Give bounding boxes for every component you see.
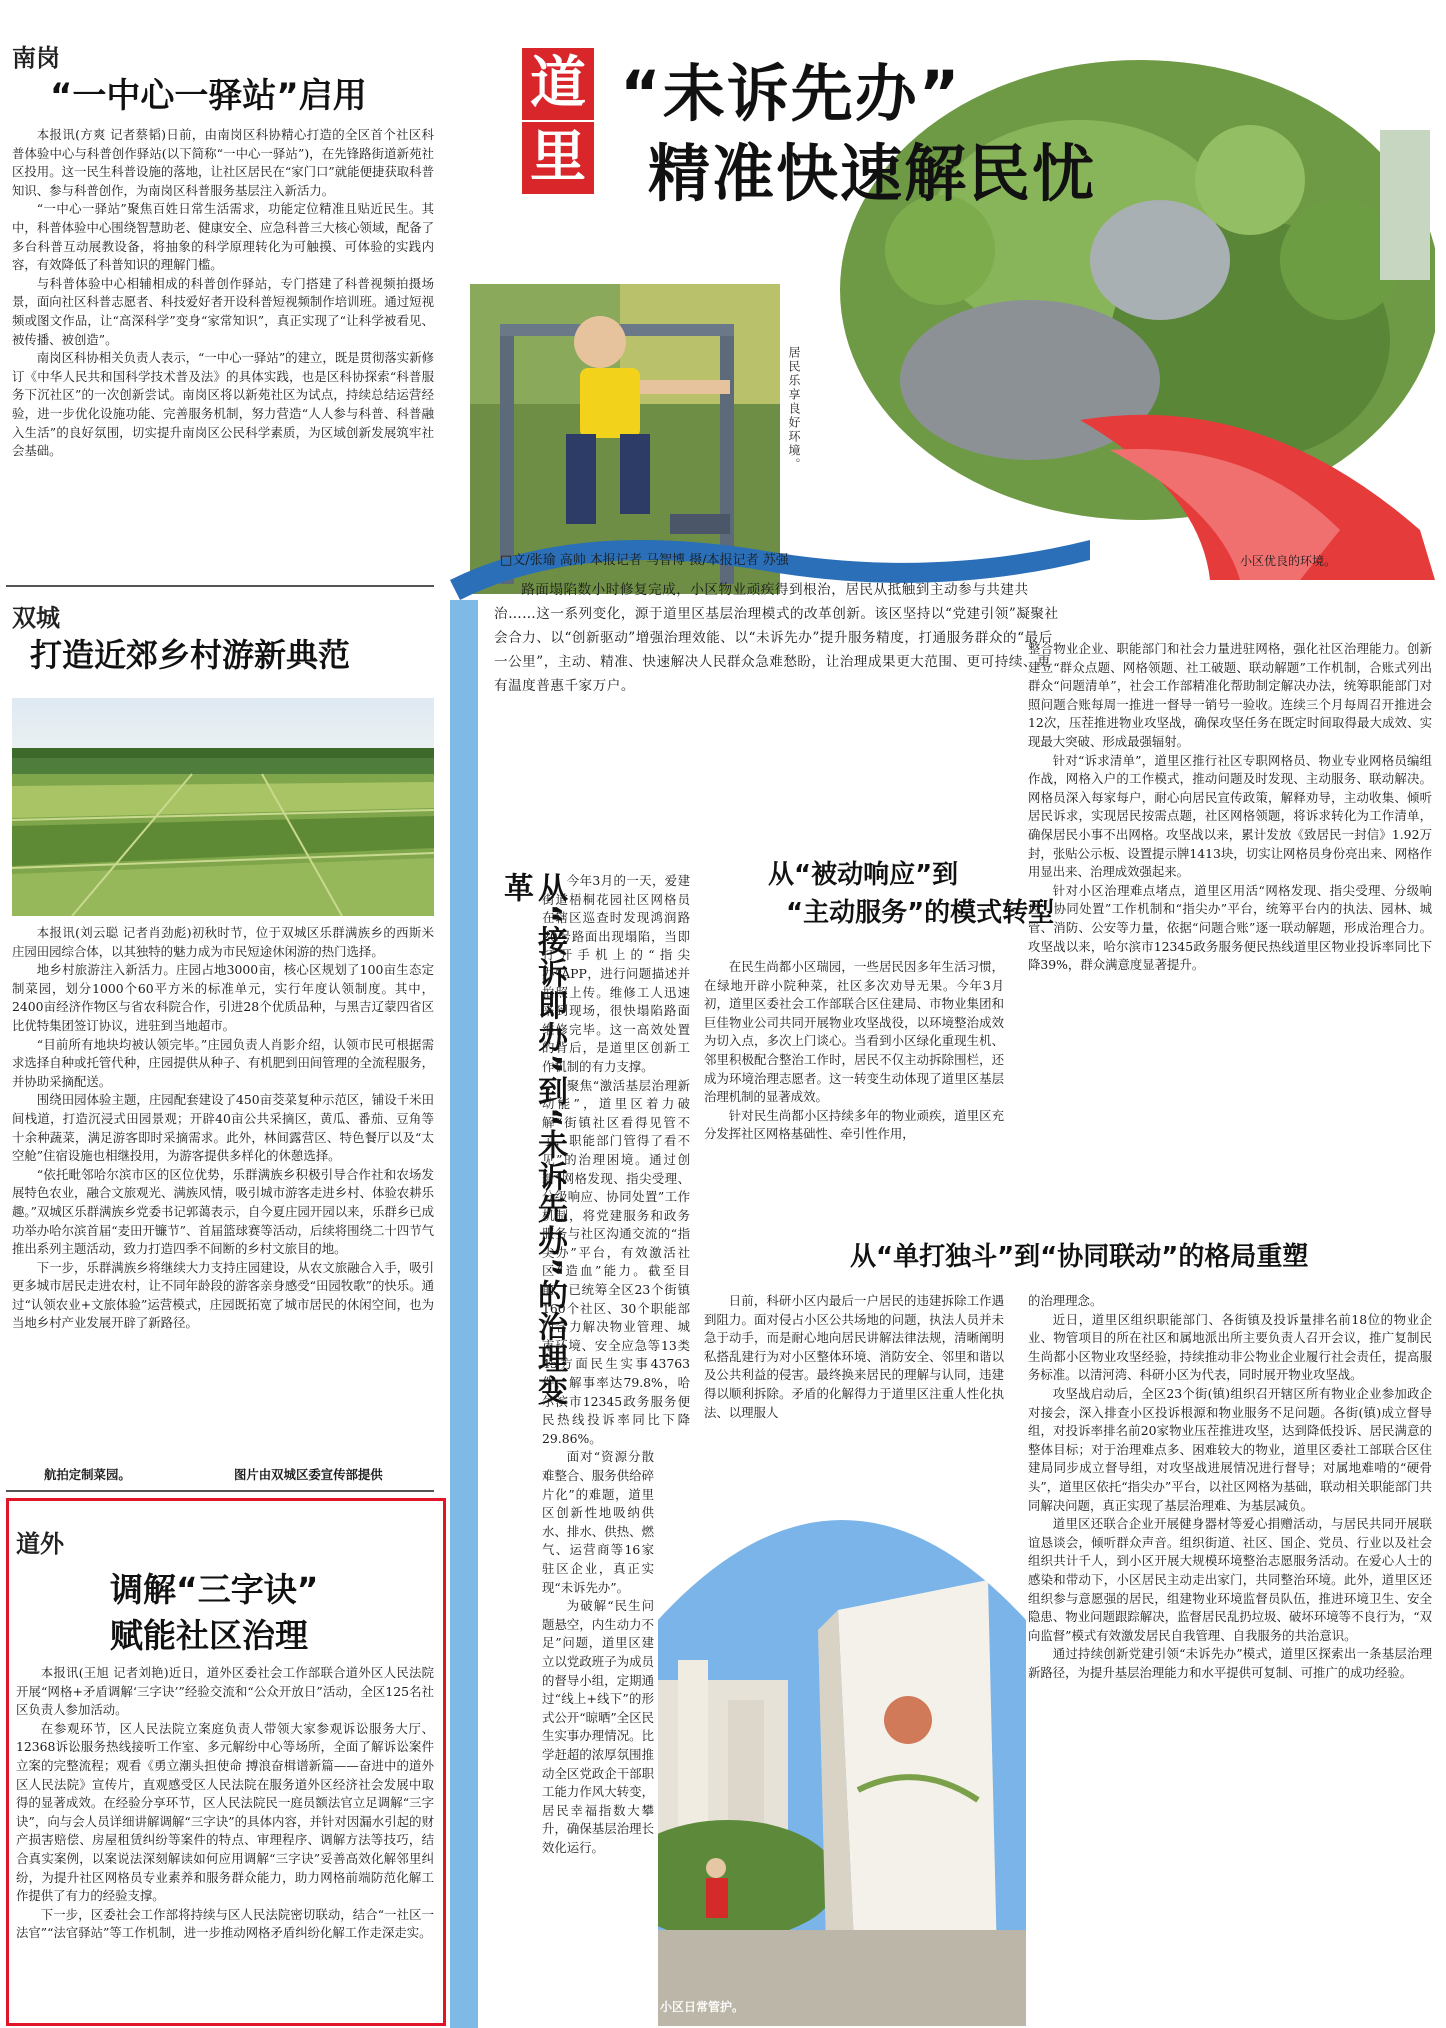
photo-caption: 小区优良的环境。 xyxy=(1240,554,1337,568)
headline-nangang: “一中心一驿站”启用 xyxy=(50,76,367,116)
region-label-daowai: 道外 xyxy=(16,1530,64,1558)
paragraph: 围绕田园体验主题，庄园配套建设了450亩茭菜复种示范区，铺设千米田间栈道，打造沉浸式田园景观；开辟40亩公共采摘区，黄瓜、番茄、豆角等十余种蔬菜，满足游客即时采摘需求。此外，林间露营区、特色餐厅以及“太空舱”住宿设施也相继投用，为游客提供多样化的休憩选择。 xyxy=(12,1092,434,1164)
paragraph: 面对“资源分散难整合、服务供给碎片化”的难题，道里区创新性地吸纳供水、排水、供热、燃气、运营商等16家驻区企业，真正实现“未诉先办”。 xyxy=(542,1449,654,1595)
daily-maintenance-photo xyxy=(658,1460,1026,2026)
paragraph: 近日，道里区组织职能部门、各街镇及投诉量排名前18位的物业企业、物管项目的所在社区和属地派出所主要负责人召开会议，推广复制民生尚都小区物业攻坚经验，持续推动非公物业企业履行社会责任，提高服务标准。以清河湾、科研小区为代表，同时展开物业攻坚战。 xyxy=(1028,1311,1432,1383)
subheadline-1-line2: “主动服务”的模式转型 xyxy=(786,898,1055,928)
column-b-bottom xyxy=(704,1292,1004,1422)
vertical-headline: 从“接诉即办”到“未诉先办”的治理变革 xyxy=(498,872,567,1407)
subheadline-2: 从“单打独斗”到“协同联动”的格局重塑 xyxy=(850,1242,1309,1272)
divider xyxy=(6,1490,434,1492)
lead-paragraph: 路面塌陷数小时修复完成，小区物业顽疾得到根治，居民从抵触到主动参与共建共治……这一系列变化，源于道里区基层治理模式的改革创新。该区坚持以“党建引领”凝聚社会合力、以“创新驱动”增强治理效能、以“未诉先办”提升服务精度，打通服务群众的“最后一公里”，主动、精准、快速解决人民群众急难愁盼，让治理成果更大范围、更可持续、更有温度普惠千家万户。 xyxy=(494,582,1059,694)
headline-daowai-line2: 赋能社区治理 xyxy=(110,1616,308,1655)
left-news-column xyxy=(6,0,434,2028)
article-daowai xyxy=(16,1664,434,2022)
paragraph: “目前所有地块均被认领完毕。”庄园负责人肖影介绍，认领市民可根据需求选择自种或托管代种，庄园提供从种子、有机肥到田间管理的全流程服务，并协助采摘配送。 xyxy=(12,1036,434,1089)
paragraph: 整合物业企业、职能部门和社会力量进驻网格，强化社区治理能力。创新建立“群众点题、网格领题、社工破题、联动解题”工作机制，合账式列出群众“问题清单”，社会工作部精准化帮助制定解决办法，统筹职能部门对照问题合账每周一推进一督导一销号一验收。连续三个月每周召开推进会12次，压茬推进物业攻坚战，确保攻坚任务在既定时间取得最大成效、实现最大突破、形成最强辐射。 xyxy=(1028,641,1432,749)
paragraph: “一中心一驿站”聚焦百姓日常生活需求，功能定位精准且贴近民生。其中，科普体验中心围绕智慧助老、健康安全、应急科普三大核心领域，配备了多台科普互动展教设备，将抽象的科学原理转化为可触摸、可体验的实践内容，有效降低了科普知识的理解门槛。 xyxy=(12,201,434,273)
feature-daoli xyxy=(450,0,1440,2028)
photo-caption: 居民乐享良好环境。 xyxy=(787,346,801,472)
paragraph: 攻坚战启动后，全区23个街(镇)组织召开辖区所有物业企业参加政企对接会，深入排查小区投诉根源和物业服务不足问题。各街(镇)成立督导组，对投诉率排名前20家物业压茬推进攻坚，达到降低投诉、居民满意的整体目标；对于治理难点多、困难较大的物业，道里区委社工部联合区住建局同步成立督导组，对攻坚战进展情况进行督导；对属地难啃的“硬骨头”，道里区依托“指尖办”平台，以社区网格为基础，联动相关职能部门共同解决问题，真正实现了基层治理难、为基层减负。 xyxy=(1028,1385,1432,1513)
paragraph: 日前，科研小区内最后一户居民的违建拆除工作遇到阻力。面对侵占小区公共场地的问题，执法人员并未急于动手，而是耐心地向居民讲解法律法规，清晰阐明私搭乱建行为对小区整体环境、消防安全、邻里和谐以及公共利益的侵害。最终换来居民的理解与认同，违建得以顺利拆除。矛盾的化解得力于道里区注重人性化执法、以理服人 xyxy=(704,1293,1004,1420)
paragraph: “依托毗邻哈尔滨市区的区位优势，乐群满族乡积极引导合作社和农场发展特色农业，融合文旅观光、满族风情，吸引城市游客走进乡村、体验农耕乐趣。”双城区乐群满族乡党委书记郭蔼表示，自今夏庄园开园以来，乐群乡已成功举办哈尔滨首届“麦田开镰节”、首届篮球赛等活动，后续将围绕二十四节气推出系列主题活动，致力打造四季不间断的乡村文旅目的地。 xyxy=(12,1166,434,1257)
paragraph: 本报讯(方爽 记者蔡韬)日前，由南岗区科协精心打造的全区首个社区科普体验中心与科普创作驿站(以下简称“一中心一驿站”)，在先锋路街道新苑社区投用。这一民生科普设施的落地，让社区居民在“家门口”就能便捷获取科普知识、参与科普创作，为南岗区科普服务基层注入新活力。 xyxy=(12,127,434,198)
paragraph: 通过持续创新党建引领“未诉先办”模式，道里区探索出一条基层治理新路径，为提升基层治理能力和水平提供可复制、可推广的成功经验。 xyxy=(1028,1646,1432,1680)
photo-credit: 图片由双城区委宣传部提供 xyxy=(234,1467,383,1482)
region-label-nangang: 南岗 xyxy=(12,44,60,72)
photo-caption: 航拍定制菜园。 xyxy=(44,1467,131,1482)
paragraph: 针对民生尚都小区持续多年的物业顽疾，道里区充分发挥社区网格基础性、牵引性作用， xyxy=(704,1107,1004,1142)
paragraph: 针对“诉求清单”，道里区推行社区专职网格员、物业专业网格员编组作战，网格入户的工作模式，推动问题及时发现、主动服务、联动解决。网格员深入每家每户，耐心向居民宣传政策，解释劝导，主动收集、倾听居民诉求，实现居民按需点题，社区网格领题，将诉求转化为工作清单，确保居民小事不出网格。攻坚战以来，累计发放《致居民一封信》1.92万封，张贴公示板、设置提示牌1413块，切实让网格员身份亮出来、网格作用显出来、治理成效强起来。 xyxy=(1028,752,1432,880)
feature-title-line2: 精准快速解民忧 xyxy=(648,137,1097,210)
paragraph: 下一步，区委社会工作部将持续与区人民法院密切联动，结合“一社区一法官”“法官驿站”等工作机制，进一步推动网格矛盾纠纷化解工作走深走实。 xyxy=(16,1906,434,1941)
paragraph: 聚焦“激活基层治理新动能”，道里区着力破解“街镇社区看得见管不了，职能部门管得了看不见”的治理困境。通过创新“网格发现、指尖受理、分级响应、协同处置”工作机制，将党建服务和政务服务与社区沟通交流的“指尖办”平台，有效激活社区“造血”能力。截至目前，已统筹全区23个街镇160个社区、30个职能部门合力解决物业管理、城市环境、安全应急等13类45方面民生实事43763件，解事率达79.8%，哈尔滨市12345政务服务便民热线投诉率同比下降29.86%。 xyxy=(542,1077,690,1446)
paragraph: 针对小区治理难点堵点，道里区用活“网格发现、指尖受理、分级响应、协同处置”工作机制和“指尖办”平台，统筹平台内的执法、园林、城管、消防、公安等力量，依据“问题合账”逐一联动解题，形成治理合力。攻坚战以来，哈尔滨市12345政务服务便民热线道里区物业投诉率同比下降39%，群众满意度显著提升。 xyxy=(1028,882,1432,973)
paragraph: 与科普体验中心相辅相成的科普创作驿站，专门搭建了科普视频拍摄场景，面向社区科普志愿者、科技爱好者开设科普短视频制作培训班。通过短视频或图文作品，让“高深科学”变身“家常知识”，真正实现了“让科学被看见、被传播、被创造”。 xyxy=(12,275,434,347)
column-b-top xyxy=(704,958,1004,1144)
feature-title-line1: “未诉先办” xyxy=(620,57,962,130)
divider xyxy=(6,585,434,587)
region-label-shuangcheng: 双城 xyxy=(12,604,60,632)
paragraph: 在民生尚都小区瑞园，一些居民因多年生活习惯，在绿地开辟小院种菜，社区多次劝导无果。今年3月初，道里区委社会工作部联合区住建局、市物业集团和巨佳物业公司共同开展物业攻坚战役，以环境整治成效为切入点，多次上门谈心。当看到小区绿化重现生机、邻里积极配合整治工作时，居民不仅主动拆除围栏，还成为环境治理志愿者。这一转变生动体现了道里区基层治理机制的显著成效。 xyxy=(704,959,1004,1105)
paragraph: 地乡村旅游注入新活力。庄园占地3000亩，核心区规划了100亩生态定制菜园，划分1000个60平方米的标准单元，实行年度认领制度。其中，2400亩经济作物区与省农科院合作，引进28个优质品种，与黑吉辽蒙四省区比优特集团签订协议，进驻到当地超市。 xyxy=(12,962,434,1033)
column-c xyxy=(1028,1292,1432,2022)
paragraph: 南岗区科协相关负责人表示，“一中心一驿站”的建立，既是贯彻落实新修订《中华人民共和国科学技术普及法》的具体实践，也是区科协探索“科普服务下沉社区”的一次创新尝试。南岗区将以新苑社区为试点，持续总结运营经验，进一步优化设施功能、完善服务机制，努力营造“人人参与科普、科普融入生活”的良好氛围，切实提升南岗区公民科学素质，为区域创新发展筑牢社会基础。 xyxy=(12,350,434,459)
paragraph: 本报讯(王旭 记者刘艳)近日，道外区委社会工作部联合道外区人民法院开展“网格+矛盾调解‘三字诀’”经验交流和“公众开放日”活动，全区125名社区负责人参加活动。 xyxy=(16,1665,434,1718)
region-tag-li: 里 xyxy=(522,122,594,194)
photo-caption: 小区日常管护。 xyxy=(660,2000,745,2014)
column-d xyxy=(1028,640,1432,975)
paragraph: 本报讯(刘云聪 记者肖劲彪)初秋时节，位于双城区乐群满族乡的西斯米庄园田园综合体，以其独特的魅力成为市民短途休闲游的热门选择。 xyxy=(12,925,434,959)
subheadline-1-line1: 从“被动响应”到 xyxy=(768,860,959,890)
paragraph: 为破解“民生问题悬空，内生动力不足”问题，道里区建立以党政班子为成员的督导小组，定期通过“线上+线下”的形式公开“晾晒”全区民生实事办理情况。比学赶超的浓厚氛围推动全区党政企干部职工能力作风大转变，居民幸福指数大攀升，确保基层治理长效化运行。 xyxy=(542,1598,654,1855)
paragraph: 道里区还联合企业开展健身器材等爱心捐赠活动，与居民共同开展联谊恳谈会，倾听群众声音。组织街道、社区、国企、党员、行业以及社会组织共计千人，到小区开展大规模环境整治志愿服务活动。在爱心人士的感染和带动下，小区居民主动走出家门，共同整治环境。此外，道里区还组织参与意愿强的居民，组建物业环境监督员队伍，推进环境卫生、安全隐患、物业问题跟踪解决，监督居民乱扔垃圾、破坏环境等不良行为，“双向监督”模式有效激发居民自我管理、自我服务的共治意识。 xyxy=(1028,1516,1432,1643)
article-nangang xyxy=(12,126,434,461)
farmland-aerial-photo xyxy=(12,698,434,916)
article-shuangcheng xyxy=(12,924,434,1333)
headline-shuangcheng: 打造近郊乡村游新典范 xyxy=(30,636,351,674)
paragraph: 在参观环节，区人民法院立案庭负责人带领大家参观诉讼服务大厅、12368诉讼服务热线接听工作室、多元解纷中心等场所，全面了解诉讼案件立案的完整流程；观看《勇立潮头担使命 搏浪奋楫谱新篇——奋进中的道外区人民法院》宣传片，直观感受区人民法院在服务道外区经济社会发展中取得的显著成效。在经验分享环节，区人民法院民一庭员额法官立足调解“三字诀”，向与会人员详细讲解调解“三字诀”的具体内容，并针对因漏水引起的财产损害赔偿、房屋租赁纠纷等案件的特点、审理程序、调解方法等技巧，结合真实案例，以案说法深刻解读如何应用调解“三字诀”妥善高效化解邻里纠纷，为提升社区网格员专业素养和服务群众能力，助力网格前端防范化解工作提供了有力的经验支撑。 xyxy=(16,1720,434,1904)
byline: □文/张瑜 高帅 本报记者 马智博 摄/本报记者 苏强 xyxy=(500,553,789,568)
paragraph: 的治理理念。 xyxy=(1028,1293,1103,1308)
paragraph: 下一步，乐群满族乡将继续大力支持庄园建设，从农文旅融合入手，吸引更多城市居民走进农村，让不同年龄段的游客亲身感受“田园牧歌”的快乐。通过“认领农业+文旅体验”运营模式，庄园既拓宽了城市居民的休闲空间，也为当地乡村产业发展开辟了新路径。 xyxy=(12,1259,434,1331)
paragraph: 今年3月的一天，爱建街道梧桐花园社区网格员在辖区巡查时发现鸿润路20号路面出现塌陷，当即打开手机上的“指尖办”APP，进行问题描述并拍照上传。维修工人迅速来到现场，很快塌陷路面维修完毕。这一高效处置的背后，是道里区创新工作机制的有力支撑。 xyxy=(542,873,690,1074)
headline-daowai-line1: 调解“三字诀” xyxy=(110,1570,319,1609)
blue-side-band xyxy=(450,600,478,2028)
region-tag-dao: 道 xyxy=(522,48,594,120)
